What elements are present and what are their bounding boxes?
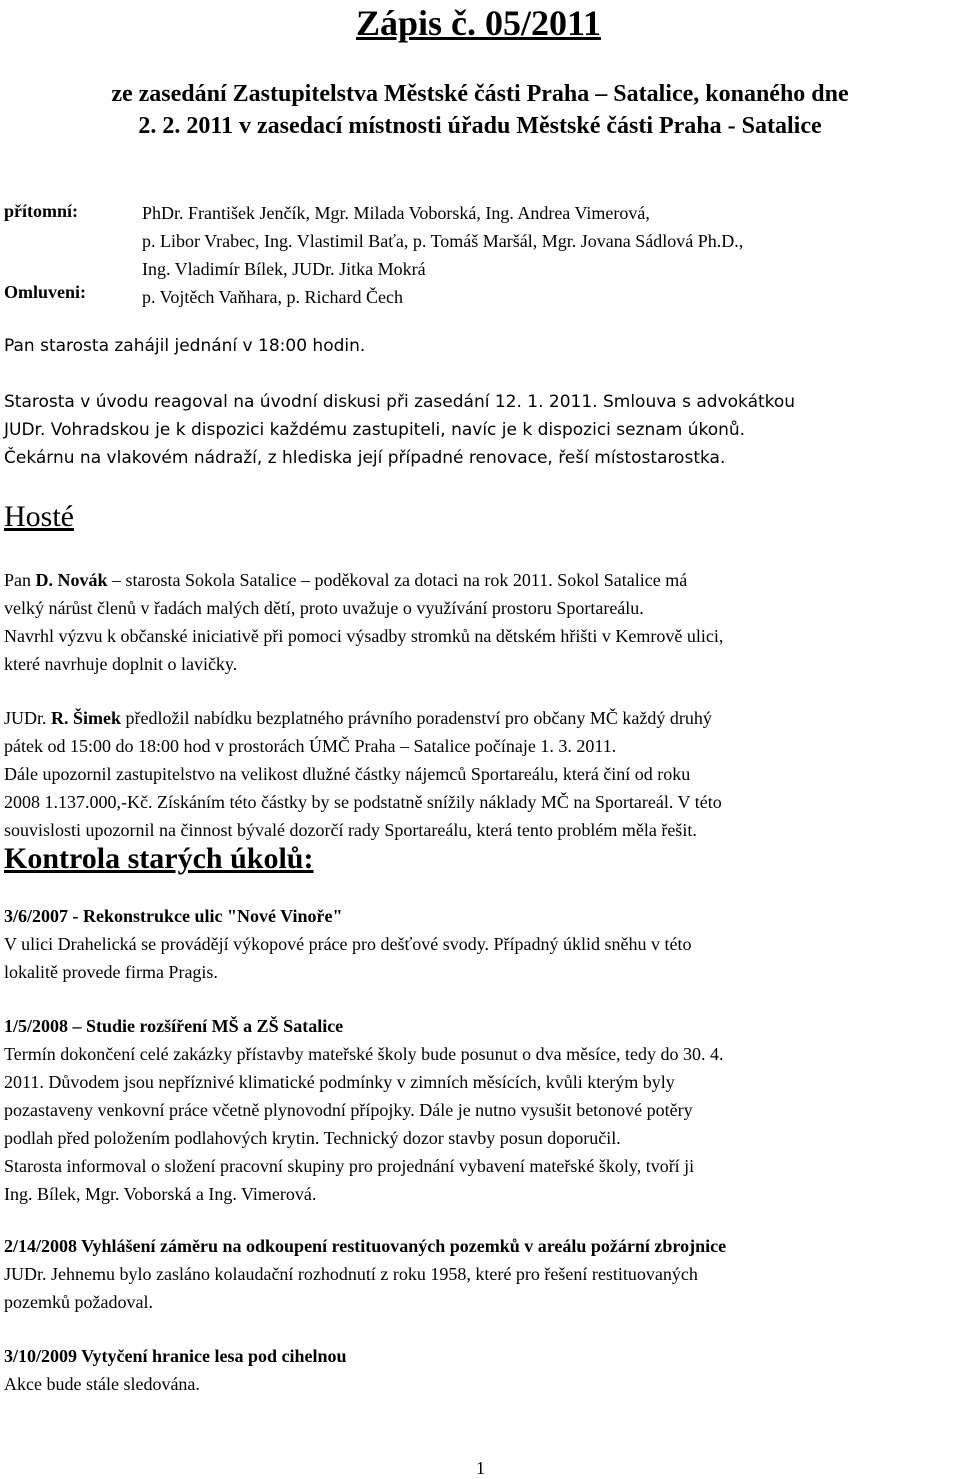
task-title: 3/10/2009 Vytyčení hranice lesa pod cihelnou	[4, 1346, 347, 1366]
opening-line: Pan starosta zahájil jednání v 18:00 hodin.	[4, 336, 366, 356]
subtitle-line: ze zasedání Zastupitelstva Městské části Praha – Satalice, konaného dne	[111, 81, 849, 107]
paragraph-line: pátek od 15:00 do 18:00 hod v prostorách ÚMČ Praha – Satalice počínaje 1. 3. 2011.	[4, 736, 617, 756]
guest-name: D. Novák	[35, 570, 108, 590]
task-item	[4, 1342, 347, 1398]
excused-list: p. Vojtěch Vaňhara, p. Richard Čech	[142, 287, 403, 307]
task-title: 1/5/2008 – Studie rozšíření MŠ a ZŠ Satalice	[4, 1016, 344, 1036]
guest-prefix: Pan	[4, 570, 36, 590]
guest-name: R. Šimek	[51, 708, 122, 728]
paragraph-line: JUDr. Jehnemu bylo zasláno kolaudační rozhodnutí z roku 1958, které pro řešení restituovaných	[4, 1264, 698, 1284]
present-line: Ing. Vladimír Bílek, JUDr. Jitka Mokrá	[142, 259, 426, 279]
guests-heading: Hosté	[4, 500, 74, 533]
task-title: 2/14/2008 Vyhlášení záměru na odkoupení restituovaných pozemků v areálu požární zbrojnice	[4, 1236, 727, 1256]
paragraph-line: pozemků požadoval.	[4, 1292, 153, 1312]
paragraph-line: pozastaveny venkovní práce včetně plynovodní přípojky. Dále je nutno vysušit betonové potěry	[4, 1100, 693, 1120]
tasks-heading: Kontrola starých úkolů:	[4, 842, 314, 875]
present-list	[142, 199, 743, 311]
paragraph-line: Ing. Bílek, Mgr. Voborská a Ing. Vimerová.	[4, 1184, 317, 1204]
guest-text: – starosta Sokola Satalice – poděkoval za dotaci na rok 2011. Sokol Satalice má	[107, 570, 688, 590]
paragraph-line: V ulici Drahelická se provádějí výkopové práce pro dešťové svody. Případný úklid sněhu v této	[4, 934, 692, 954]
subtitle-line: 2. 2. 2011 v zasedací místnosti úřadu Městské části Praha - Satalice	[138, 113, 822, 139]
task-item	[4, 1232, 726, 1316]
task-item	[4, 902, 692, 986]
paragraph-line: 2008 1.137.000,-Kč. Získáním této částky by se podstatně snížily náklady MČ na Sportareál. V této	[4, 792, 722, 812]
paragraph-line: které navrhuje doplnit o lavičky.	[4, 654, 238, 674]
paragraph-line: lokalitě provede firma Pragis.	[4, 962, 218, 982]
paragraph-line: 2011. Důvodem jsou nepříznivé klimatické podmínky v zimních měsících, kvůli kterým byly	[4, 1072, 675, 1092]
paragraph-line: podlah před položením podlahových krytin. Technický dozor stavby posun doporučil.	[4, 1128, 621, 1148]
intro-paragraph	[4, 388, 795, 472]
paragraph-line: Akce bude stále sledována.	[4, 1374, 200, 1394]
excused-label: Omluveni:	[4, 282, 87, 302]
present-label: přítomní:	[4, 201, 78, 221]
paragraph-line: Navrhl výzvu k občanské iniciativě při pomoci výsadby stromků na dětském hřišti v Kemrově ulici,	[4, 626, 724, 646]
task-item	[4, 1012, 724, 1208]
document-subtitle	[0, 78, 960, 142]
paragraph-line: Starosta informoval o složení pracovní skupiny pro projednání vybavení mateřské školy, tvoří ji	[4, 1156, 695, 1176]
present-line: PhDr. František Jenčík, Mgr. Milada Voborská, Ing. Andrea Vimerová,	[142, 203, 650, 223]
paragraph-line: velký nárůst členů v řadách malých dětí, proto uvažuje o využívání prostoru Sportareálu.	[4, 598, 644, 618]
paragraph-line	[4, 566, 723, 594]
document-title: Zápis č. 05/2011	[356, 3, 602, 43]
paragraph-line: Dále upozornil zastupitelstvo na velikost dlužné částky nájemců Sportareálu, která činí od roku	[4, 764, 691, 784]
task-title: 3/6/2007 - Rekonstrukce ulic "Nové Vinoře"	[4, 906, 343, 926]
guest-novak-paragraph	[4, 566, 723, 678]
guest-simek-paragraph	[4, 704, 722, 844]
guest-prefix: JUDr.	[4, 708, 52, 728]
paragraph-line: Starosta v úvodu reagoval na úvodní diskusi při zasedání 12. 1. 2011. Smlouva s advokátkou	[4, 392, 796, 412]
paragraph-line: JUDr. Vohradskou je k dispozici každému zastupiteli, navíc je k dispozici seznam úkonů.	[4, 420, 746, 440]
paragraph-line: Čekárnu na vlakovém nádraží, z hlediska její případné renovace, řeší místostarostka.	[4, 448, 726, 468]
paragraph-line: Termín dokončení celé zakázky přístavby mateřské školy bude posunut o dva měsíce, tedy do 30. 4.	[4, 1044, 724, 1064]
paragraph-line	[4, 704, 722, 732]
page-number: 1	[476, 1458, 485, 1478]
present-line: p. Libor Vrabec, Ing. Vlastimil Baťa, p. Tomáš Maršál, Mgr. Jovana Sádlová Ph.D.,	[142, 231, 744, 251]
guest-text: předložil nabídku bezplatného právního poradenství pro občany MČ každý druhý	[121, 708, 712, 728]
paragraph-line: souvislosti upozornil na činnost bývalé dozorčí rady Sportareálu, která tento problém měla řešit.	[4, 820, 697, 840]
